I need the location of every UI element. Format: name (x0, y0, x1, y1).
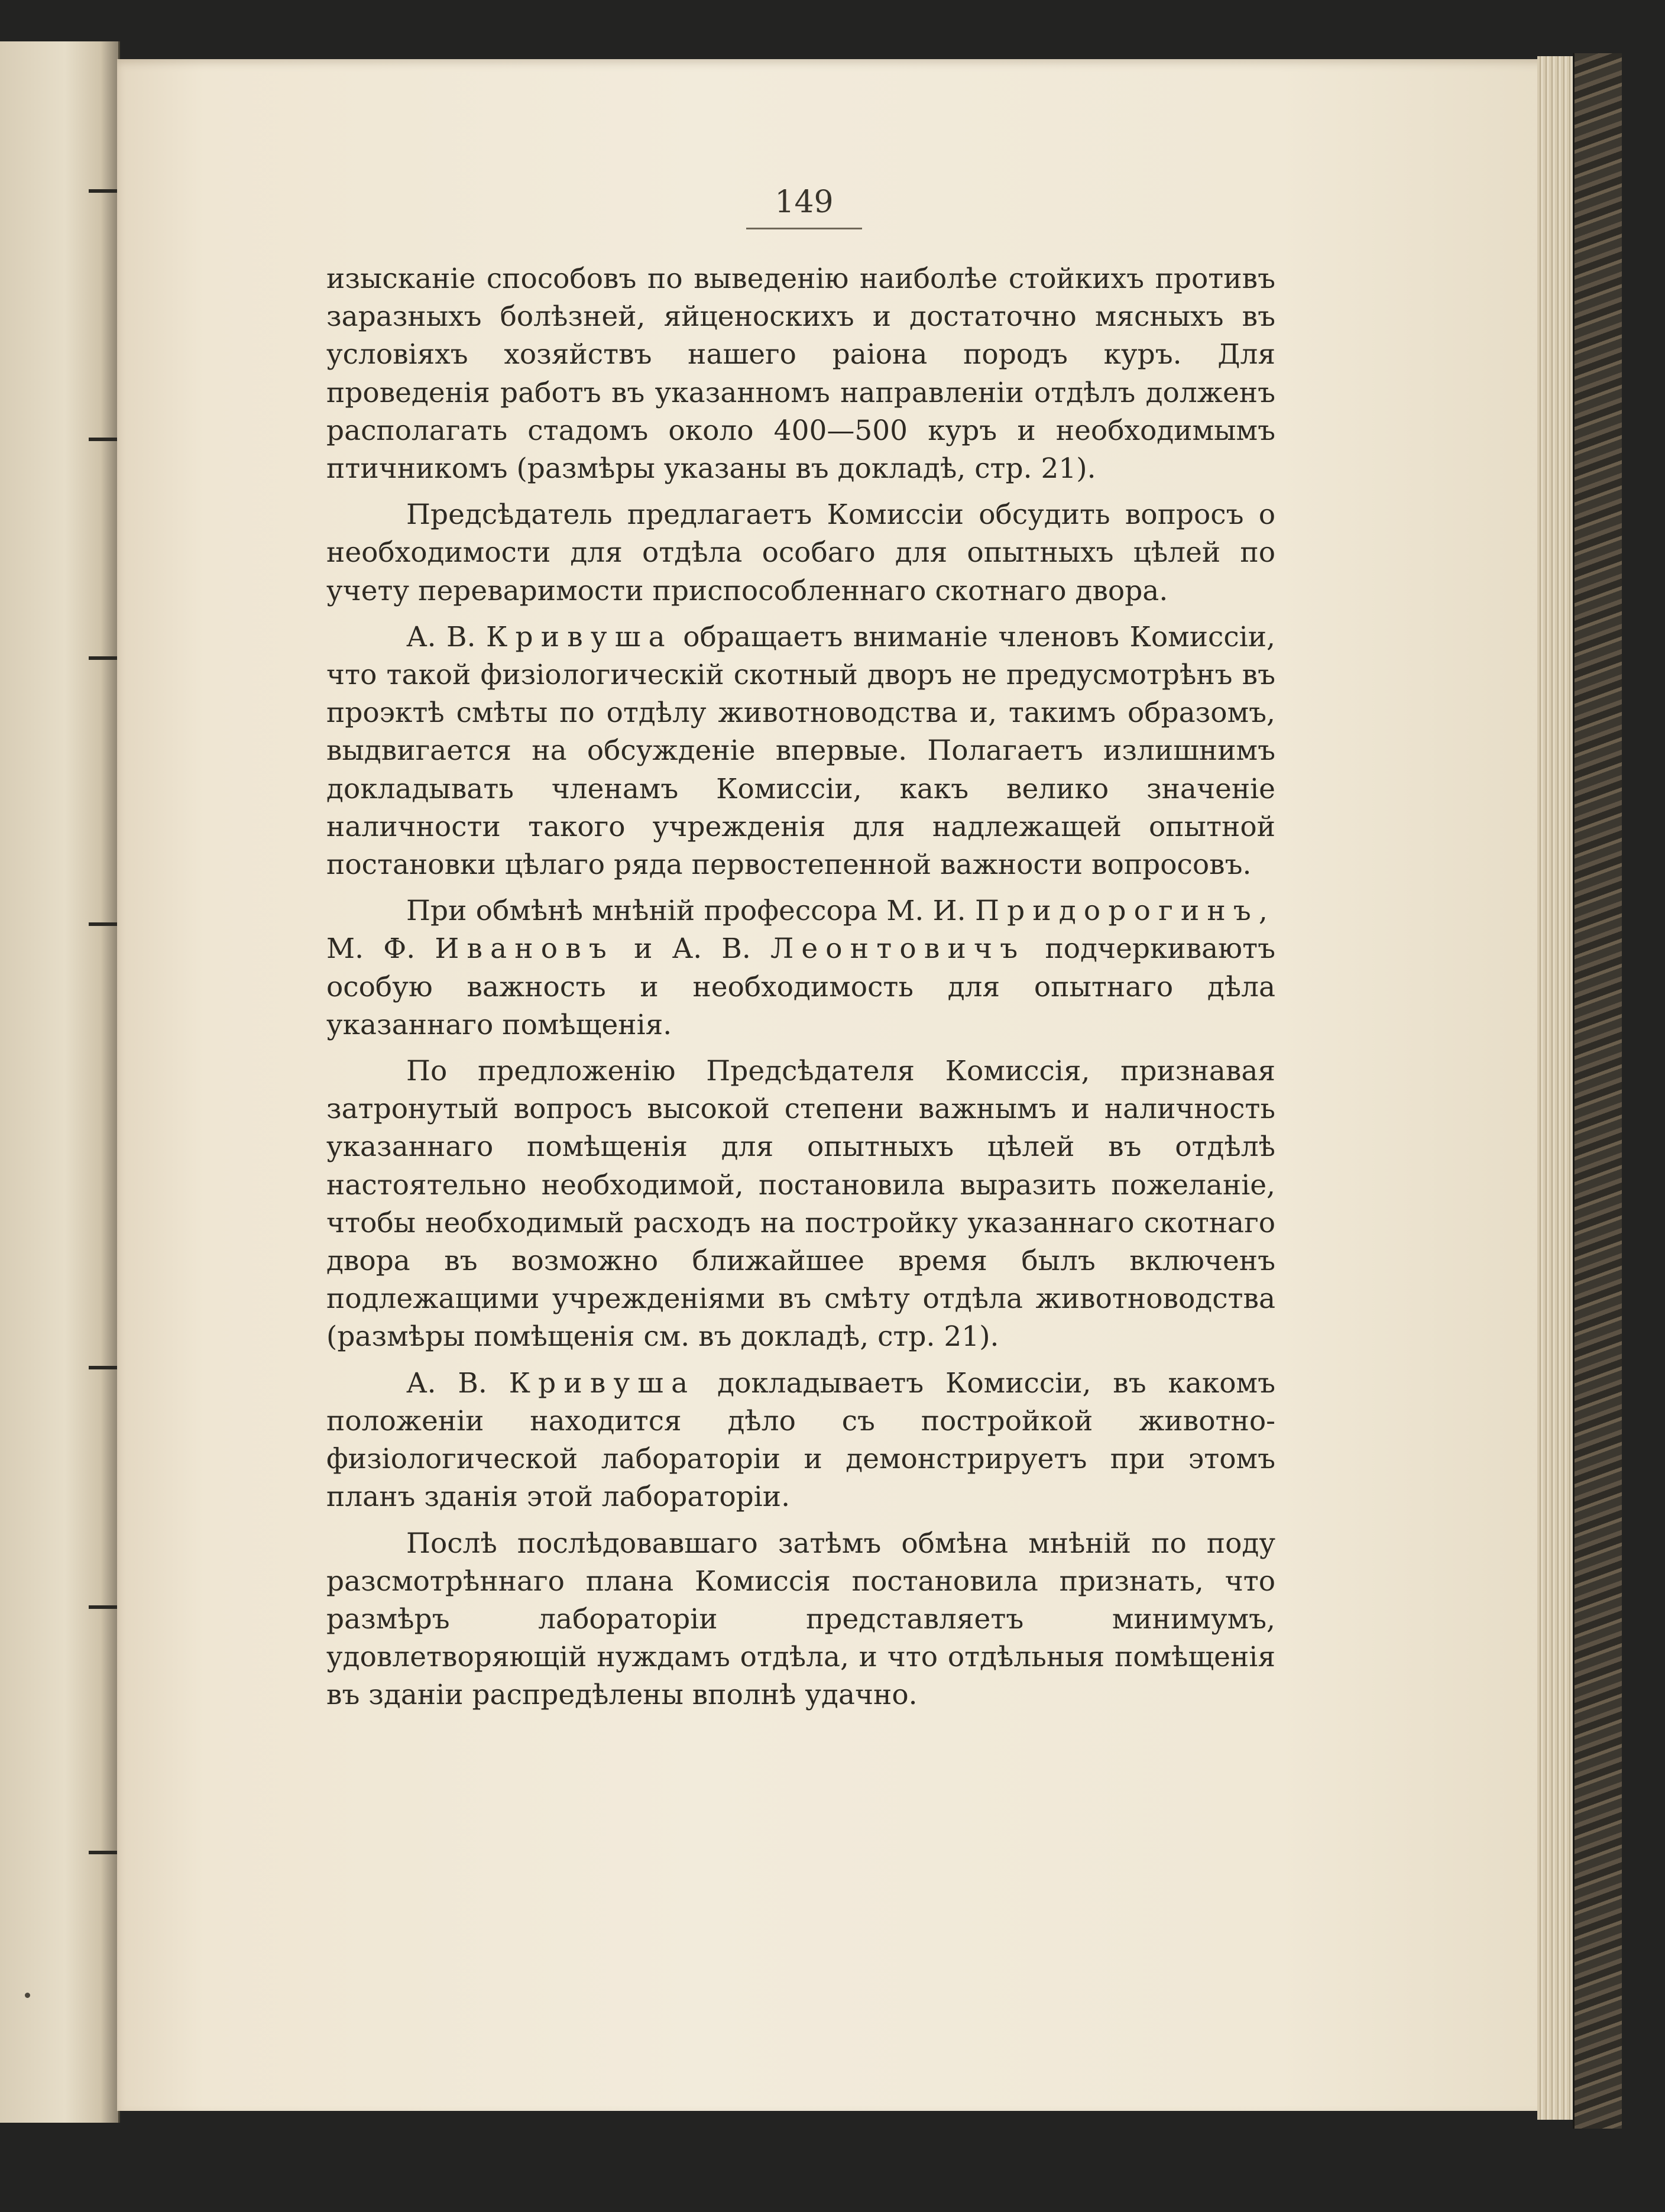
body-text (326, 260, 1275, 1723)
paragraph-4-text-a: При обмѣнѣ мнѣній профессора М. И. (406, 895, 966, 928)
paragraph-7: Послѣ послѣдовавшаго затѣмъ обмѣна мнѣній по поду разсмотрѣннаго плана Комиссія постановила признать, что размѣръ лабораторіи представляетъ минимумъ, удовлетворяющій нуждамъ отдѣла, и что отдѣльныя помѣщенія въ зданіи распредѣлены вполнѣ удачно. (326, 1527, 1275, 1712)
speaker-name: Кривуша (486, 620, 673, 653)
speaker-name: Кривуша (508, 1366, 696, 1400)
paragraph-4 (326, 892, 1275, 1044)
speaker-name: Придорогинъ, (974, 895, 1275, 928)
paragraph-4-text-c: и А. В. (634, 932, 751, 966)
speaker-initials: А. В. (406, 620, 476, 653)
page-fore-edge (1537, 56, 1573, 2120)
paragraph-4-text-d: подчеркиваютъ особую важность и необходимость для опытнаго дѣла указаннаго помѣщенія. (326, 932, 1275, 1041)
paragraph-4-text-b: М. Ф. (326, 932, 416, 966)
speaker-name: Леонтовичъ (770, 932, 1026, 966)
page-number-rule (746, 228, 862, 229)
paragraph-2: Предсѣдатель предлагаетъ Комиссіи обсудить вопросъ о необходимости для отдѣла особаго для опытныхъ цѣлей по учету переваримости приспособленнаго скотнаго двора. (326, 498, 1275, 607)
paragraph-1: изысканіе способовъ по выведенію наиболѣе стойкихъ противъ заразныхъ болѣзней, яйценоскихъ и достаточно мясныхъ въ условіяхъ хозяйствъ нашего раіона породъ куръ. Для проведенія работъ въ указанномъ направленіи отдѣлъ долженъ располагать стадомъ около 400—500 куръ и необходимымъ птичникомъ (размѣры указаны въ докладѣ, стр. 21). (326, 263, 1275, 485)
paragraph-6 (326, 1365, 1275, 1517)
scan-speck (25, 1993, 30, 1998)
paragraph-5: По предложенію Предсѣдателя Комиссія, признавая затронутый вопросъ высокой степени важнымъ и наличность указаннаго помѣщенія для опытныхъ цѣлей въ отдѣлѣ настоятельно необходимой, постановила выразить пожеланіе, чтобы необходимый расходъ на постройку указаннаго скотнаго двора въ возможно ближайшее время былъ включенъ подлежащими учрежденіями въ смѣту отдѣла животноводства (размѣры помѣщенія см. въ докладѣ, стр. 21). (326, 1055, 1275, 1353)
book-cover-edge (1573, 53, 1622, 2129)
speaker-name: Ивановъ (435, 932, 614, 966)
speaker-initials: А. В. (406, 1366, 487, 1400)
paragraph-3-text: обращаетъ вниманіе членовъ Комиссіи, что такой физіологическій скотный дворъ не предусмотрѣнъ въ проэктѣ смѣты по отдѣлу животноводства и, такимъ образомъ, выдвигается на обсужденіе впервые. Полагаетъ излишнимъ докладывать членамъ Комиссіи, какъ велико значеніе наличности такого учрежденія для надлежащей опытной постановки цѣлаго ряда первостепенной важности вопросовъ. (326, 620, 1275, 882)
page-number: 149 (775, 184, 834, 220)
paragraph-3 (326, 618, 1275, 884)
paragraph-6-text: докладываетъ Комиссіи, въ какомъ положеніи находится дѣло съ постройкой животно-физіологической лабораторіи и демонстрируетъ при этомъ планъ зданія этой лабораторіи. (326, 1366, 1275, 1514)
previous-page-edge (0, 41, 120, 2123)
